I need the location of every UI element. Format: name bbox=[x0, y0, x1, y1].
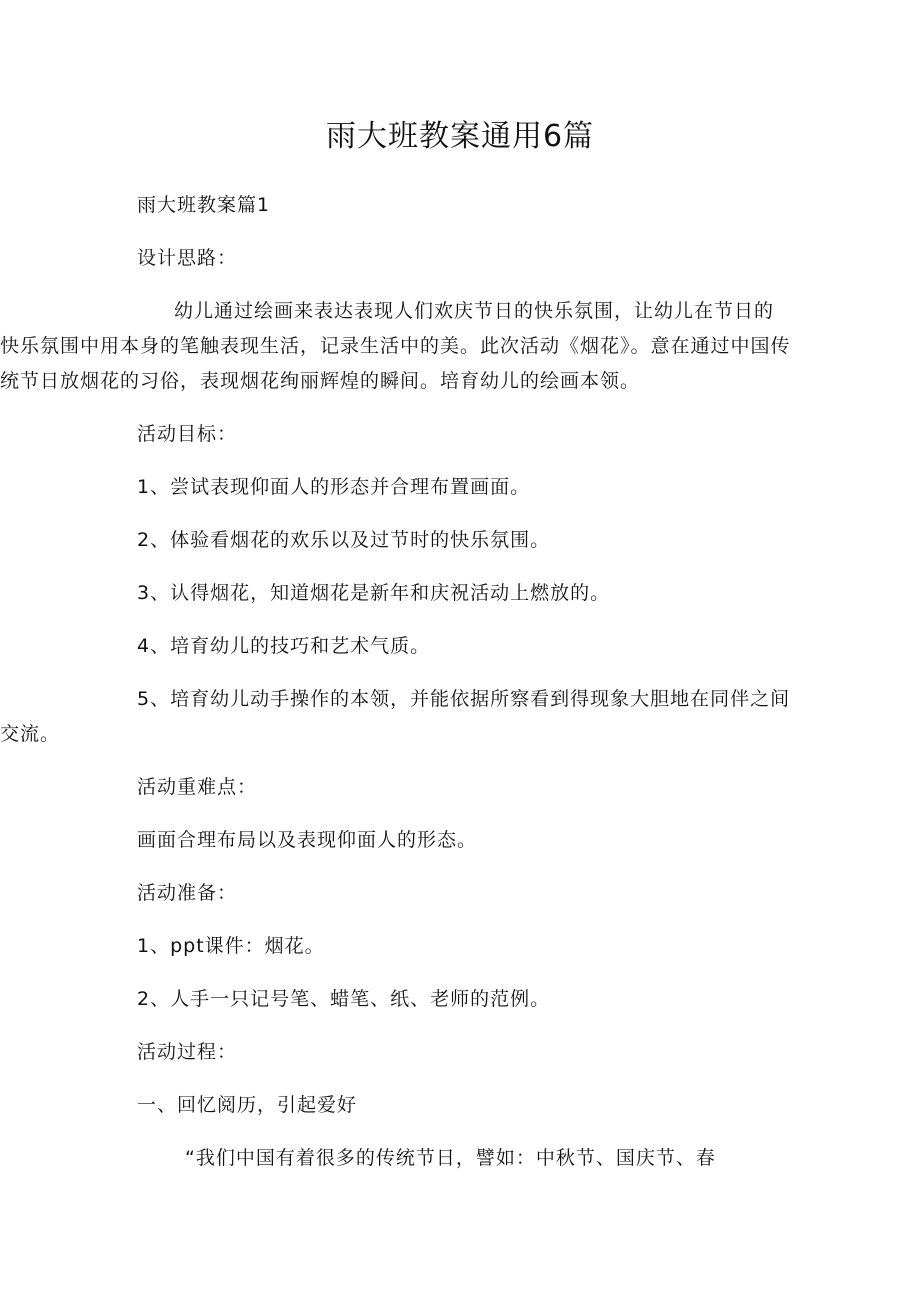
subheading-process: 活动过程： bbox=[137, 1041, 238, 1063]
paragraph-design-text: 幼儿通过绘画来表达表现人们欢庆节日的快乐氛围，让幼儿在节日的快乐氛围中用本身的笔触表现生活，记录生活中的美。此次活动《烟花》。意在通过中国传统节日放烟花的习俗，表现烟花绚丽辉煌的瞬间。培育幼儿的绘画本领。 bbox=[0, 300, 791, 392]
goal-item: 2、体验看烟花的欢乐以及过节时的快乐氛围。 bbox=[137, 529, 551, 551]
goal-item: 1、尝试表现仰面人的形态并合理布置画面。 bbox=[137, 476, 531, 498]
paragraph-difficulty: 画面合理布局以及表现仰面人的形态。 bbox=[137, 829, 478, 851]
page-title: 雨大班教案通用6篇 bbox=[325, 119, 595, 154]
subheading-preparation: 活动准备： bbox=[137, 882, 238, 904]
preparation-item: 2、人手一只记号笔、蜡笔、纸、老师的范例。 bbox=[137, 988, 551, 1010]
subheading-goals: 活动目标： bbox=[137, 423, 238, 445]
document-body bbox=[0, 188, 793, 1194]
goal-item: 4、培育幼儿的技巧和艺术气质。 bbox=[137, 635, 431, 657]
process-step-heading: 一、回忆阅历，引起爱好 bbox=[137, 1094, 358, 1116]
preparation-item: 1、ppt课件：烟花。 bbox=[137, 935, 325, 957]
paragraph-quote: “我们中国有着很多的传统节日，譬如：中秋节、国庆节、春 bbox=[185, 1147, 716, 1169]
subheading-design: 设计思路： bbox=[137, 247, 238, 269]
goal-item: 3、认得烟花，知道烟花是新年和庆祝活动上燃放的。 bbox=[137, 582, 611, 604]
section-heading: 雨大班教案篇1 bbox=[137, 194, 271, 216]
subheading-difficulty: 活动重难点： bbox=[137, 776, 258, 798]
goal-item: 5、培育幼儿动手操作的本领，并能依据所察看到得现象大胆地在同伴之间交流。 bbox=[0, 688, 791, 745]
